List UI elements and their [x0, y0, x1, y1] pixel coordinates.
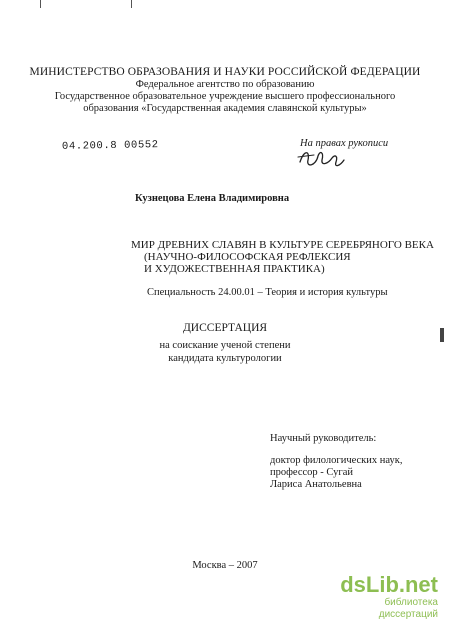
degree-line-1: на соискание ученой степени: [159, 340, 291, 351]
scan-edge-mark: [440, 328, 444, 342]
city-year: Москва – 2007: [192, 560, 258, 571]
watermark-tagline: библиотека диссертаций: [378, 597, 438, 620]
handwritten-signature: [294, 146, 346, 172]
ministry-heading: МИНИСТЕРСТВО ОБРАЗОВАНИЯ И НАУКИ РОССИЙСКОЙ ФЕДЕРАЦИИ: [29, 66, 421, 78]
agency-line: Федеральное агентство по образованию: [135, 79, 315, 90]
institution-line-1: Государственное образовательное учреждение высшего профессионального: [54, 91, 396, 102]
document-type: ДИССЕРТАЦИЯ: [182, 322, 268, 334]
watermark[interactable]: [328, 573, 438, 621]
degree-line-2: кандидата культурологии: [168, 353, 282, 364]
advisor-line-2: профессор - Сугай: [270, 467, 353, 478]
dissertation-title-line-2: (НАУЧНО-ФИЛОСОФСКАЯ РЕФЛЕКСИЯ: [144, 251, 351, 263]
institution-line-2: образования «Государственная академия славянской культуры»: [83, 103, 367, 114]
scan-mark: [40, 0, 41, 8]
dissertation-title-line-3: И ХУДОЖЕСТВЕННАЯ ПРАКТИКА): [144, 263, 325, 275]
author-name: Кузнецова Елена Владимировна: [135, 193, 290, 204]
scan-mark: [131, 0, 132, 8]
advisor-label: Научный руководитель:: [270, 433, 377, 444]
advisor-line-3: Лариса Анатольевна: [270, 479, 362, 490]
rights-notice: На правах рукописи: [300, 138, 389, 149]
specialty-line: Специальность 24.00.01 – Теория и история культуры: [147, 287, 388, 298]
registration-code: 04.200.8 00552: [61, 139, 159, 153]
watermark-brand: dsLib.net: [340, 572, 438, 597]
dissertation-title-line-1: МИР ДРЕВНИХ СЛАВЯН В КУЛЬТУРЕ СЕРЕБРЯНОГО ВЕКА: [131, 239, 434, 251]
advisor-line-1: доктор филологических наук,: [270, 455, 403, 466]
